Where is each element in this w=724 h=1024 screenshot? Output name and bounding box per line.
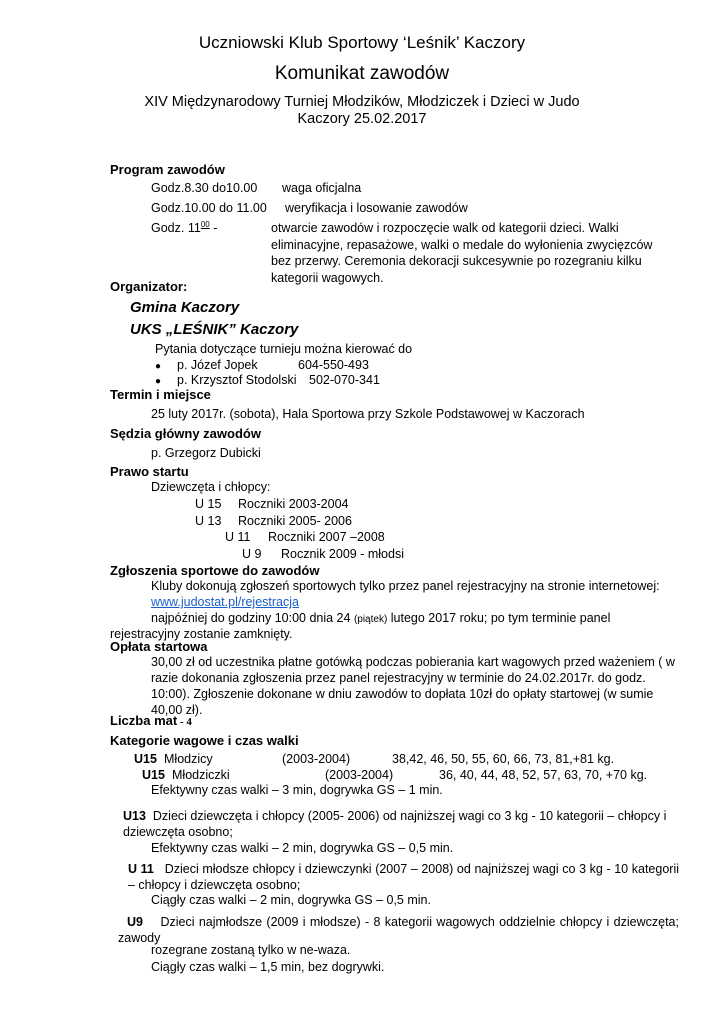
questions-text: Pytania dotyczące turnieju można kierować do <box>155 342 413 356</box>
mats-line: Liczba mat - 4 <box>110 713 192 728</box>
eligibility-cat-u13: U 13 <box>195 514 222 528</box>
eligibility-years-u11: Roczniki 2007 –2008 <box>268 530 385 544</box>
page-title: Komunikat zawodów <box>274 63 450 84</box>
u9-block: U9 Dzieci najmłodsze (2009 i młodsze) - 8 kategorii wagowych oddzielnie chłopcy i dziewczęta; zawody <box>118 915 679 945</box>
u15f-weights: 36, 40, 44, 48, 52, 57, 63, 70, +70 kg. <box>439 768 648 782</box>
eligibility-cat-u11: U 11 <box>225 530 251 544</box>
eligibility-cat-u9: U 9 <box>242 547 262 561</box>
bullet-icon: ● <box>155 361 162 372</box>
program-time-1: Godz.8.30 do10.00 <box>151 181 258 195</box>
bullet-icon: ● <box>155 376 162 387</box>
u15m-weights: 38,42, 46, 50, 55, 60, 66, 73, 81,+81 kg. <box>392 752 615 766</box>
eligibility-heading: Prawo startu <box>110 464 189 479</box>
u15f-years: (2003-2004) <box>325 768 394 782</box>
organizer-2: UKS „LEŚNIK” Kaczory <box>130 321 299 338</box>
registration-link[interactable]: www.judostat.pl/rejestracja <box>151 595 299 609</box>
fee-heading: Opłata startowa <box>110 639 208 654</box>
contact-1: ● p. Józef Jopek <box>155 358 258 372</box>
contact-1-phone: 604-550-493 <box>298 358 369 372</box>
u15f-label: Młodziczki <box>172 768 230 782</box>
place-date: Kaczory 25.02.2017 <box>297 111 427 127</box>
registration-line-4: rejestracyjny zostanie zamknięty. <box>110 627 293 641</box>
eligibility-years-u15: Roczniki 2003-2004 <box>238 497 349 511</box>
registration-heading: Zgłoszenia sportowe do zawodów <box>110 563 320 578</box>
eligibility-cat-u15: U 15 <box>195 497 222 511</box>
organizer-1: Gmina Kaczory <box>130 299 240 316</box>
eligibility-years-u9: Rocznik 2009 - młodsi <box>281 547 404 561</box>
registration-line-1: Kluby dokonują zgłoszeń sportowych tylko przez panel rejestracyjny na stronie internetowej: <box>151 579 660 593</box>
contact-2: ● p. Krzysztof Stodolski <box>155 373 297 387</box>
u15-time: Efektywny czas walki – 3 min, dogrywka GS – 1 min. <box>151 783 443 797</box>
u11-block: U 11 Dzieci młodsze chłopcy i dziewczynki (2007 – 2008) od najniższej wagi co 3 kg - 10 kategorii – chłopcy i dziewczęta osobno; <box>128 862 679 892</box>
tournament-name: XIV Międzynarodowy Turniej Młodzików, Młodziczek i Dzieci w Judo <box>144 94 580 110</box>
program-time-3: Godz. $11^{00}$ - <box>151 220 218 235</box>
program-heading: Program zawodów <box>110 162 225 177</box>
eligibility-intro: Dziewczęta i chłopcy: <box>151 480 271 494</box>
u9-time: Ciągły czas walki – 1,5 min, bez dogrywki. <box>151 960 385 974</box>
program-desc-3: otwarcie zawodów i rozpoczęcie walk od kategorii dzieci. Walki eliminacyjne, repasażowe, walki o medale do wyłonienia zwycięzców bez przerwy. Ceremonia dekoracji sukcesywnie po rozegraniu kilku kategorii wagowych. <box>271 221 653 285</box>
u15f-cat: U15 <box>142 768 165 782</box>
weights-heading: Kategorie wagowe i czas walki <box>110 733 299 748</box>
u15m-cat: U15 <box>134 752 157 766</box>
program-time-2: Godz.10.00 do 11.00 <box>151 201 267 215</box>
organizer-heading: Organizator: <box>110 279 188 294</box>
u13-time: Efektywny czas walki – 2 min, dogrywka GS – 0,5 min. <box>151 841 454 855</box>
u15m-years: (2003-2004) <box>282 752 351 766</box>
program-desc-1: waga oficjalna <box>282 181 362 195</box>
fee-text: 30,00 zł od uczestnika płatne gotówką podczas pobierania kart wagowych przed ważeniem ( w razie dokonania zgłoszenia przez panel rejestracyjny w terminie do 24.02.2017r. do godz. 10:00). Zgłoszenie dokonane w dniu zawodów to dopłata 10zł do opłaty startowej (w sumie 40,00 zł). <box>151 655 675 717</box>
u15m-label: Młodzicy <box>164 752 213 766</box>
referee-heading: Sędzia główny zawodów <box>110 426 261 441</box>
u9-line-2: rozegrane zostaną tylko w ne-waza. <box>151 943 351 957</box>
u11-time: Ciągły czas walki – 2 min, dogrywka GS – 0,5 min. <box>151 893 431 907</box>
eligibility-years-u13: Roczniki 2005- 2006 <box>238 514 352 528</box>
venue-heading: Termin i miejsce <box>110 387 211 402</box>
club-name: Uczniowski Klub Sportowy ‘Leśnik’ Kaczory <box>198 33 526 52</box>
venue-text: 25 luty 2017r. (sobota), Hala Sportowa przy Szkole Podstawowej w Kaczorach <box>151 407 585 421</box>
program-desc-2: weryfikacja i losowanie zawodów <box>285 201 468 215</box>
contact-2-phone: 502-070-341 <box>309 373 380 387</box>
referee-name: p. Grzegorz Dubicki <box>151 446 261 460</box>
u13-block: U13 Dzieci dziewczęta i chłopcy (2005- 2006) od najniższej wagi co 3 kg - 10 kategorii – chłopcy i dziewczęta osobno; <box>123 809 667 839</box>
registration-line-3: najpóźniej do godziny 10:00 dnia 24 (piątek) lutego 2017 roku; po tym terminie panel <box>151 611 611 625</box>
